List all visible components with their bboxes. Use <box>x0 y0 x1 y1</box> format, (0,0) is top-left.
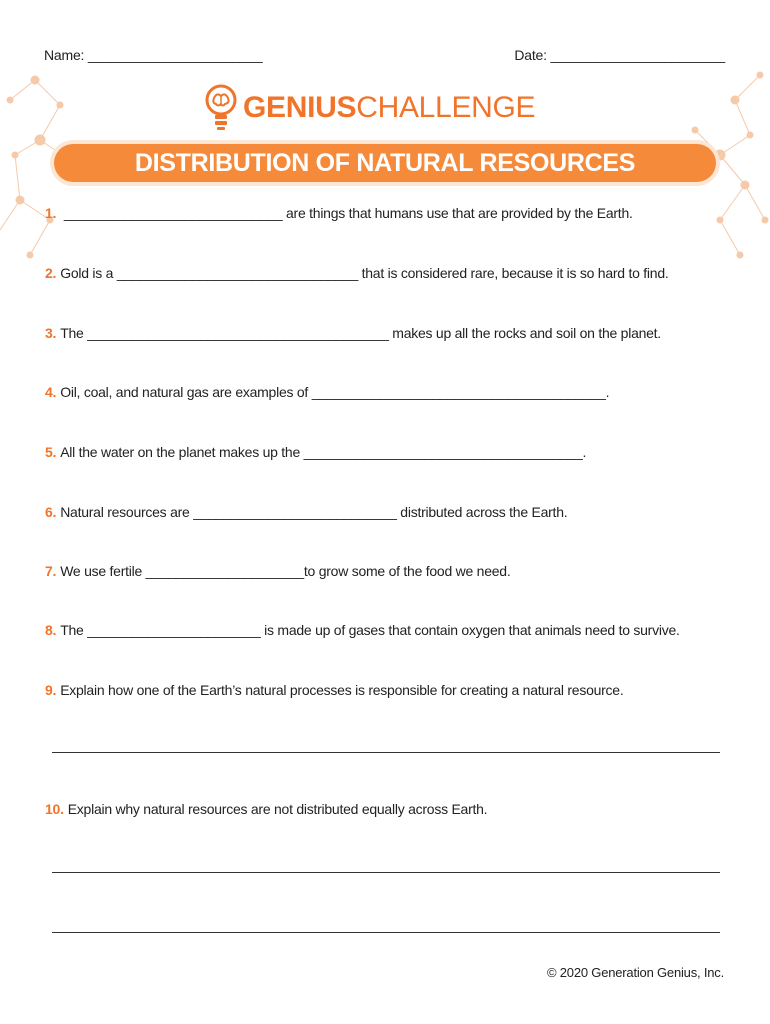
question-number: 8. <box>45 622 57 638</box>
question-number: 2. <box>45 265 57 281</box>
question-number: 9. <box>45 682 57 698</box>
question-text: Natural resources are ___________________________ distributed across the Earth. <box>60 504 568 520</box>
logo-text-light: CHALLENGE <box>356 91 536 124</box>
genius-challenge-logo <box>205 84 535 132</box>
question-number: 7. <box>45 563 57 579</box>
question-text: The _______________________ is made up of gases that contain oxygen that animals need to survive. <box>60 622 680 638</box>
question-number: 6. <box>45 504 57 520</box>
question-text: We use fertile _____________________to grow some of the food we need. <box>60 563 511 579</box>
question-7 <box>45 563 510 579</box>
question-8 <box>45 622 680 638</box>
question-text: Oil, coal, and natural gas are examples of _______________________________________. <box>60 384 610 400</box>
question-text: Explain why natural resources are not distributed equally across Earth. <box>67 801 488 817</box>
question-number: 4. <box>45 384 57 400</box>
worksheet-title: DISTRIBUTION OF NATURAL RESOURCES <box>134 148 636 177</box>
question-1 <box>45 205 633 221</box>
question-3 <box>45 325 661 341</box>
question-number: 1. <box>45 205 57 221</box>
question-5 <box>45 444 586 460</box>
question-6 <box>45 504 567 520</box>
question-10 <box>45 801 487 817</box>
answer-line-9[interactable] <box>52 752 720 753</box>
copyright-footer: © 2020 Generation Genius, Inc. <box>546 965 724 980</box>
answer-line-10a[interactable] <box>52 872 720 873</box>
question-text: Gold is a ________________________________ that is considered rare, because it is so hard to find. <box>60 265 669 281</box>
answer-line-10b[interactable] <box>52 932 720 933</box>
question-9 <box>45 682 623 698</box>
question-number: 3. <box>45 325 57 341</box>
question-number: 10. <box>45 801 64 817</box>
question-text: Explain how one of the Earth’s natural processes is responsible for creating a natural resource. <box>60 682 624 698</box>
question-number: 5. <box>45 444 57 460</box>
title-banner <box>54 144 716 182</box>
question-text: The ________________________________________ makes up all the rocks and soil on the planet. <box>60 325 661 341</box>
name-field-label: Name: _______________________ <box>44 47 263 63</box>
lightbulb-brain-icon <box>205 84 237 132</box>
question-2 <box>45 265 669 281</box>
date-field-label: Date: _______________________ <box>514 47 725 63</box>
question-4 <box>45 384 609 400</box>
question-text: All the water on the planet makes up the _____________________________________. <box>60 444 587 460</box>
question-text: _____________________________ are things that humans use that are provided by the Earth. <box>60 205 633 221</box>
logo-text-bold: GENIUS <box>243 91 357 124</box>
